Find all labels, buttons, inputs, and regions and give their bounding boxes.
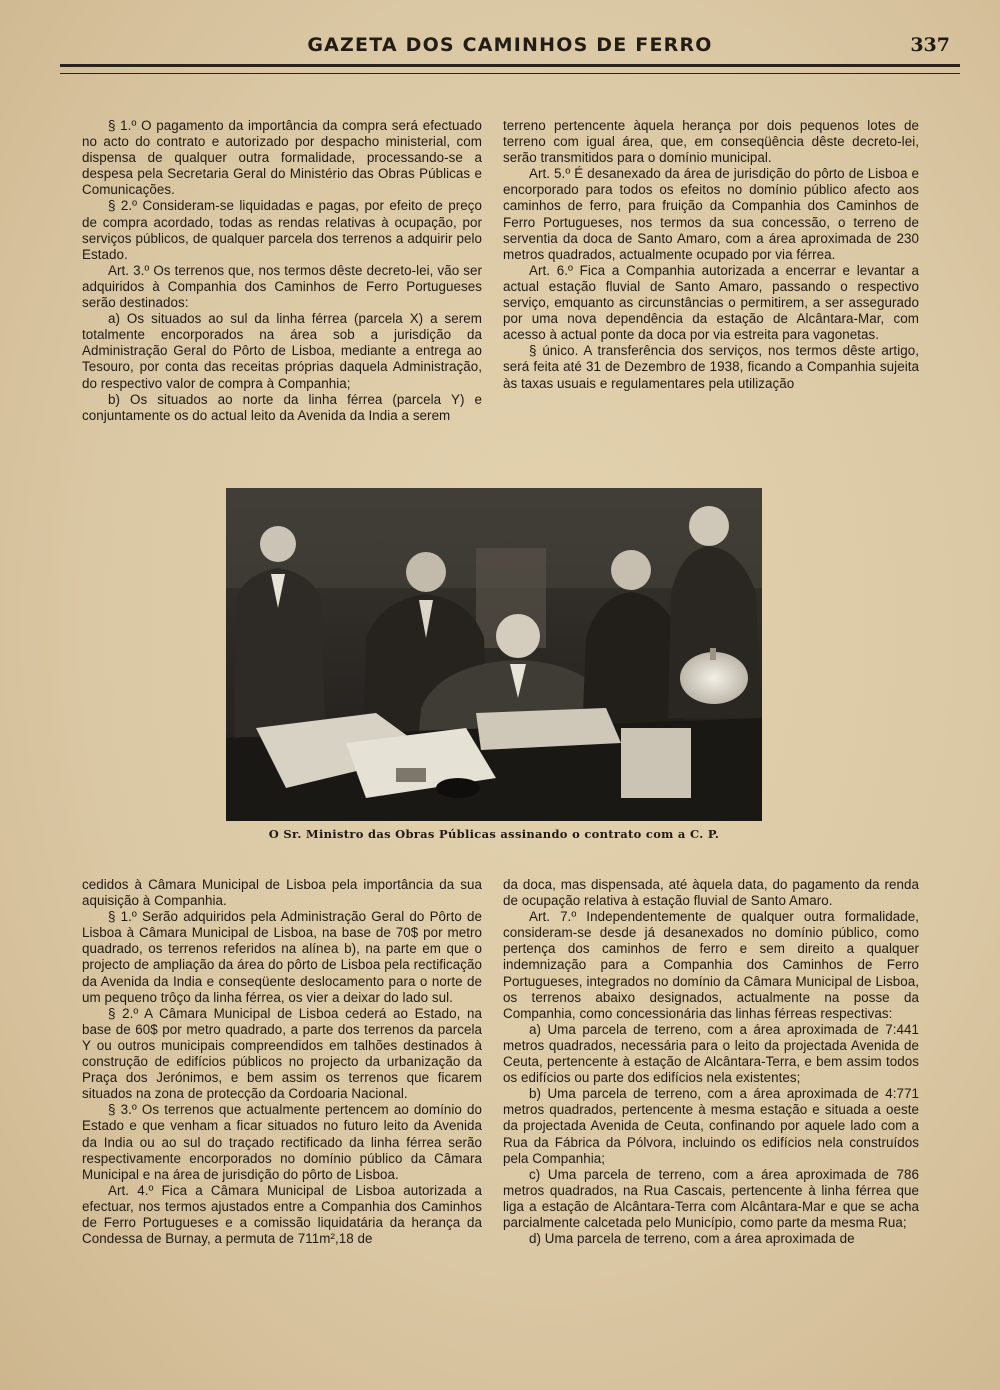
paragraph: § 3.º Os terrenos que actualmente pertencem ao domínio do Estado e que venham a ficar situados no futuro leito da Avenida da India ou ao sul do traçado rectificado da linha férrea serão respectivamente encorporados no domínio público da Câmara Municipal e na área de jurisdição do pôrto de Lisboa.	[82, 1102, 482, 1182]
header-rule	[60, 64, 960, 74]
photo-caption: O Sr. Ministro das Obras Públicas assinando o contrato com a C. P.	[268, 827, 720, 841]
paragraph: § 2.º A Câmara Municipal de Lisboa cederá ao Estado, na base de 60$ por metro quadrado, a parte dos terrenos da parcela Y ou outros municipais compreendidos em talhões destinados à construção de edifícios públicos no projecto da urbanização da Praça dos Jerónimos, e bem assim os terrenos que ficarem situados na zona de protecção da Cordoaria Nacional.	[82, 1005, 482, 1102]
photograph	[226, 488, 762, 821]
paragraph: b) Os situados ao norte da linha férrea (parcela Y) e conjuntamente os do actual leito da Avenida da India a serem	[82, 391, 482, 423]
paragraph: Art. 3.º Os terrenos que, nos termos dêste decreto-lei, vão ser adquiridos à Companhia dos Caminhos de Ferro Portugueses serão destinados:	[82, 262, 482, 311]
photo-illustration	[226, 488, 762, 821]
paragraph: d) Uma parcela de terreno, com a área aproximada de	[529, 1231, 855, 1247]
paragraph: b) Uma parcela de terreno, com a área aproximada de 4:771 metros quadrados, pertencente à mesma estação e situada a oeste da projectada Avenida de Ceuta, confinando por aquele lado com a Rua da Fábrica da Pólvora, incluindo os edifícios nela construídos pela Companhia;	[503, 1086, 919, 1166]
paragraph: Art. 4.º Fica a Câmara Municipal de Lisboa autorizada a efectuar, nos termos ajustados entre a Companhia dos Caminhos de Ferro Portugueses e a comissão liquidatária da herança da Condessa de Burnay, a permuta de 711m²,18 de	[82, 1182, 482, 1247]
paragraph: c) Uma parcela de terreno, com a área aproximada de 786 metros quadrados, na Rua Cascais, pertencente à linha férrea que liga a estação de Alcântara-Terra com Alcântara-Mar e que se acha parcialmente calcetada pelo Município, como parte da mesma Rua;	[503, 1166, 919, 1230]
column-top-right	[503, 118, 919, 392]
column-bottom-left	[82, 877, 482, 1247]
paragraph: a) Os situados ao sul da linha férrea (parcela X) a serem totalmente encorporados na área sob a jurisdição da Administração Geral do Pôrto de Lisboa, mediante a entrega ao Tesouro, por conta das receitas próprias daquela Administração, do respectivo valor de compra à Companhia;	[82, 311, 482, 391]
paragraph: terreno pertencente àquela herança por dois pequenos lotes de terreno com igual área, que, em conseqüência dêste decreto-lei, serão transmitidos para o domínio municipal.	[503, 118, 919, 166]
paragraph: § 1.º Serão adquiridos pela Administração Geral do Pôrto de Lisboa à Câmara Municipal de Lisboa, na base de 70$ por metro quadrado, os terrenos referidos na alínea b), na parte em que o projecto de ampliação da área do pôrto de Lisboa pela rectificação da Avenida da India e conseqüente deslocamento para o norte de um pequeno trôço da linha férrea, os vier a deixar do lado sul.	[82, 909, 482, 1005]
page-header	[60, 30, 960, 80]
paragraph: § único. A transferência dos serviços, nos termos dêste artigo, será feita até 31 de Dezembro de 1938, ficando a Companhia sujeita às taxas usuais e regulamentares pela utilização	[503, 343, 919, 391]
publication-title: GAZETA DOS CAMINHOS DE FERRO	[307, 34, 713, 56]
paragraph: Art. 5.º É desanexado da área de jurisdição do pôrto de Lisboa e encorporado para todos os efeitos no domínio público afecto aos caminhos de ferro, para fruição da Companhia dos Caminhos de Ferro Portugueses, nos termos da sua concessão, o terreno de serventia da doca de Santo Amaro, com a área aproximada de 230 metros quadrados, actualmente ocupado por via férrea.	[503, 166, 919, 262]
column-bottom-right	[503, 877, 919, 1247]
paragraph: Art. 7.º Independentemente de qualquer outra formalidade, consideram-se desde já desanexados no domínio público, como pertença dos caminhos de ferro e sem direito a qualquer indemnização para a Companhia dos Caminhos de Ferro Portugueses, integrados no domínio da Câmara Municipal de Lisboa, os terrenos abaixo designados, actualmente na posse da Companhia, como concessionária das linhas férreas respectivas:	[503, 909, 919, 1021]
page-number: 337	[910, 34, 950, 56]
paragraph: Art. 6.º Fica a Companhia autorizada a encerrar e levantar a actual estação fluvial de Santo Amaro, passando o respectivo serviço, emquanto as circunstâncias o permitirem, a ser assegurado por uma nova dependência da estação de Alcântara-Mar, com acesso à actual ponte da doca por via estreita para vagonetas.	[503, 262, 919, 343]
paragraph: cedidos à Câmara Municipal de Lisboa pela importância da sua aquisição à Companhia.	[82, 877, 482, 909]
paragraph: a) Uma parcela de terreno, com a área aproximada de 7:441 metros quadrados, necessária para o leito da projectada Avenida de Ceuta, pertencente à estação de Alcântara-Terra, e bem assim todos os edifícios ou parte dos edifícios nela existentes;	[503, 1021, 919, 1086]
paragraph: § 2.º Consideram-se liquidadas e pagas, por efeito de preço de compra acordado, todas as rendas relativas à ocupação, por serviços públicos, de qualquer parcela dos terrenos a adquirir pelo Estado.	[82, 198, 482, 262]
column-top-left	[82, 118, 482, 424]
paragraph: da doca, mas dispensada, até àquela data, do pagamento da renda de ocupação relativa à estação fluvial de Santo Amaro.	[503, 877, 919, 909]
paragraph: § 1.º O pagamento da importância da compra será efectuado no acto do contrato e autorizado por despacho ministerial, com dispensa de qualquer outra formalidade, processando-se a despesa pela Secretaria Geral do Ministério das Obras Públicas e Comunicações.	[82, 118, 482, 198]
